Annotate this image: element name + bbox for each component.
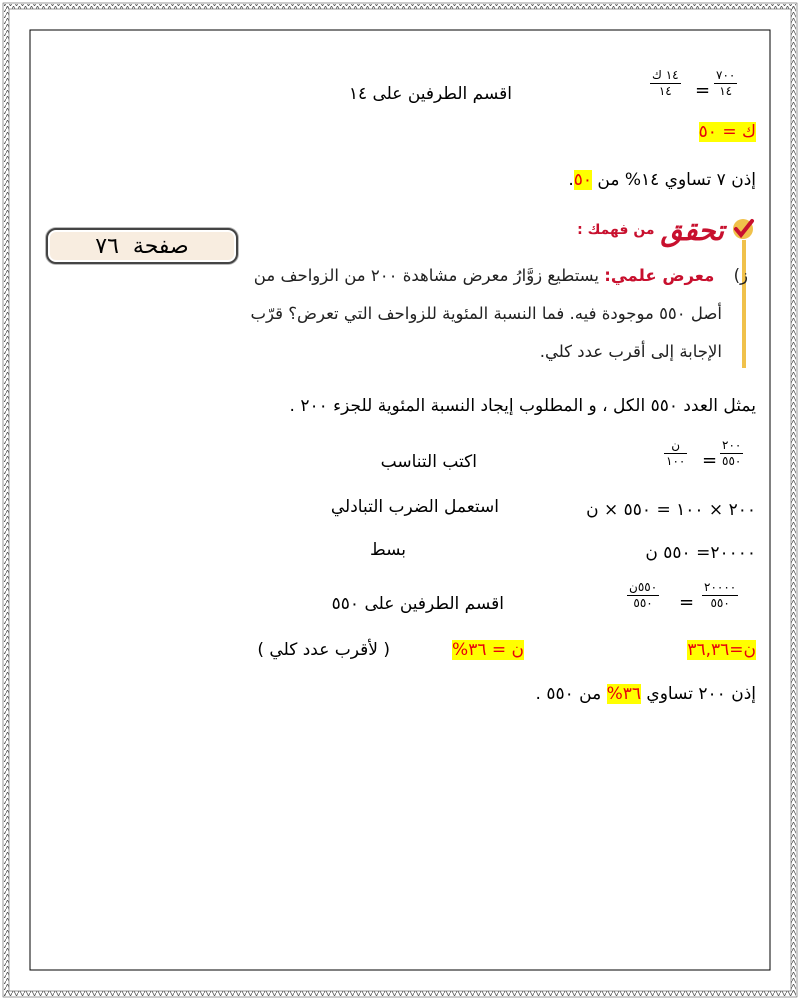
page-badge: صفحة ٧٦ bbox=[46, 228, 238, 264]
conclusion-line: إذن ٧ تساوي ١٤% من ٥٠. bbox=[568, 170, 756, 190]
problem-line-2: أصل ٥٥٠ موجودة فيه. فما النسبة المئوية للزواحف التي تعرض؟ قرّب bbox=[250, 304, 722, 323]
final-answer-highlight: ٣٦% bbox=[606, 684, 641, 704]
gold-accent-line bbox=[742, 240, 746, 368]
equals-sign: = bbox=[695, 80, 711, 101]
step-note: اقسم الطرفين على ١٤ bbox=[348, 84, 512, 104]
fraction-right: ٢٠٠٠٠ ٥٥٠ bbox=[704, 580, 737, 610]
cross-multiply-expr: ٢٠٠ × ١٠٠ = ٥٥٠ × ن bbox=[586, 500, 756, 520]
check-subtitle: من فهمك : bbox=[577, 222, 655, 238]
check-heading bbox=[577, 210, 756, 250]
final-conclusion: إذن ٢٠٠ تساوي ٣٦% من ٥٥٠ . bbox=[535, 684, 756, 704]
exact-result: ن=٣٦,٣٦ bbox=[687, 640, 756, 660]
check-title: تحقق bbox=[660, 213, 724, 247]
equals-sign: = bbox=[679, 592, 695, 613]
rounding-note: ( لأقرب عدد كلي ) bbox=[257, 640, 390, 660]
step-note: استعمل الضرب التبادلي bbox=[330, 497, 499, 517]
fraction-left: ١٤ ك ١٤ bbox=[652, 68, 679, 98]
step-note: اقسم الطرفين على ٥٥٠ bbox=[331, 594, 504, 614]
fraction-left: ٥٥٠ن ٥٥٠ bbox=[629, 580, 658, 610]
result-k: ك = ٥٠ bbox=[698, 122, 756, 142]
fraction-right: ٢٠٠ ٥٥٠ bbox=[722, 438, 742, 468]
rounded-result: ن = ٣٦% bbox=[452, 640, 524, 660]
explanation: يمثل العدد ٥٥٠ الكل ، و المطلوب إيجاد النسبة المئوية للجزء ٢٠٠ . bbox=[289, 396, 756, 416]
equals-sign: = bbox=[702, 450, 718, 471]
answer-highlight: ٥٠ bbox=[573, 170, 592, 190]
step-note: بسط bbox=[369, 540, 406, 560]
simplify-expr: ٢٠٠٠٠= ٥٥٠ ن bbox=[645, 543, 756, 563]
fraction-left: ن ١٠٠ bbox=[666, 438, 686, 468]
problem-line-3: الإجابة إلى أقرب عدد كلي. bbox=[539, 342, 722, 361]
problem-line-1: ز) معرض علمي: يستطيع زوَّارُ معرض مشاهدة ٢٠٠ من الزواحف من bbox=[253, 266, 748, 285]
step-note: اكتب التناسب bbox=[380, 452, 477, 472]
fraction-right: ٧٠٠ ١٤ bbox=[716, 68, 736, 98]
